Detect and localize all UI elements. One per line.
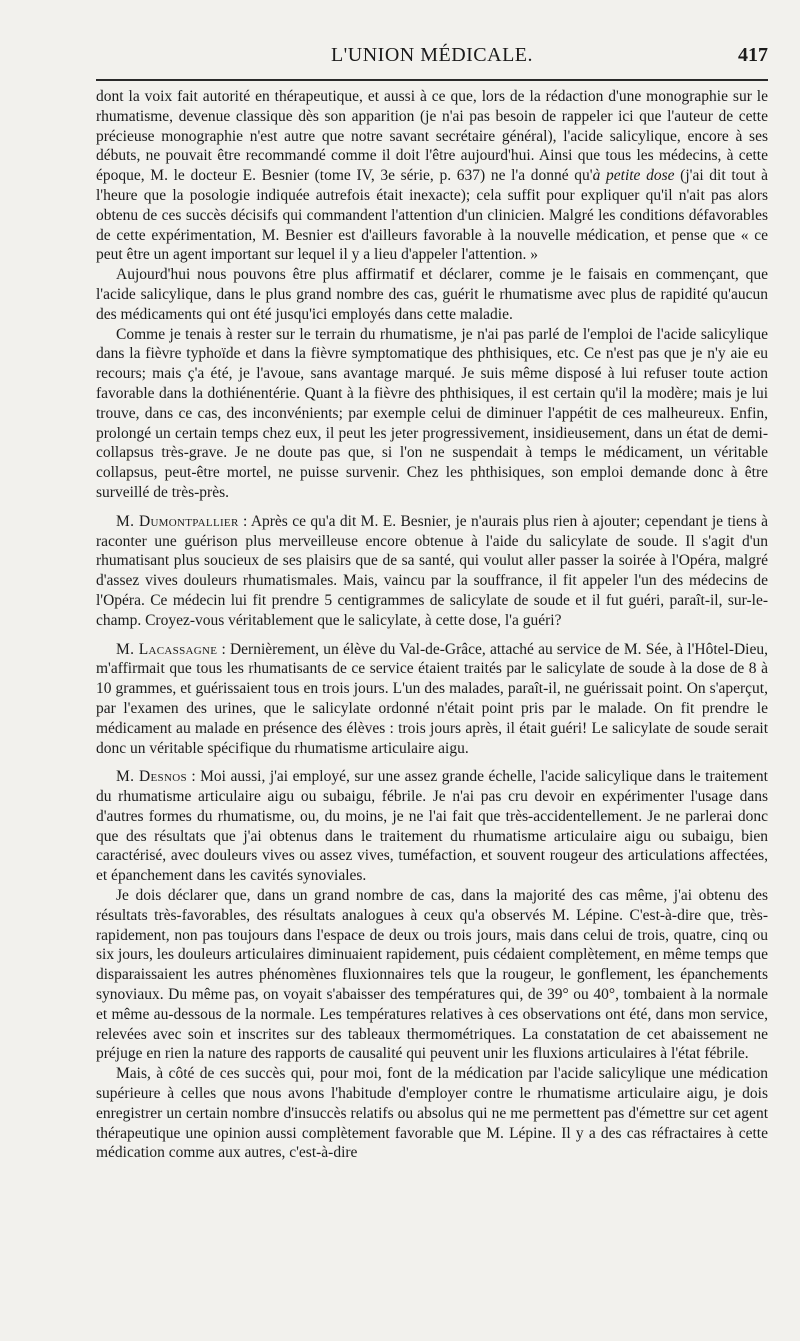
paragraph-3: Comme je tenais à rester sur le terrain du rhumatisme, je n'ai pas parlé de l'emploi de l'acide salicylique dans la fièvre typhoïde et dans la fièvre symptomatique des phthisiques, etc. Ce n'est pas que je n'y aie eu recours; mais ç'a été, je l'avoue, sans avantage marqué. Je suis même disposé à lui refuser toute action favorable dans la dothiénentérie. Quant à la fièvre des phthisiques, il est certain qu'il la modère; mais je lui trouve, dans ce cas, des inconvénients; par exemple celui de diminuer l'appétit de ces malheureux. Enfin, prolongé un certain temps chez eux, il peut les jeter progressivement, insidieusement, dans un état de demi-collapsus très-grave. Je ne doute pas que, si l'on ne suspendait à temps le médicament, un véritable collapsus, peut-être mortel, ne puisse survenir. Chez les phthisiques, son emploi demande donc à être surveillé de très-près.	[96, 325, 768, 501]
speaker-name: M. Lacassagne	[116, 640, 218, 658]
page-header	[96, 44, 768, 74]
paragraph-lacassagne: M. Lacassagne : Dernièrement, un élève du Val-de-Grâce, attaché au service de M. Sée, à l'Hôtel-Dieu, m'affirmait que tous les rhumatisants de ce service étaient traités par le salicylate de soude à la dose de 8 à 10 grammes, et guérissaient tous en trois jours. L'un des malades, paraît-il, ne guérissait point. On s'aperçut, par l'examen des urines, que le salicylate ordonné n'était point pris par le malade. On fit prendre le médicament au malade en présence des élèves : trois jours après, il était guéri! Le salicylate de soude serait donc un véritable spécifique du rhumatisme articulaire aigu.	[96, 640, 768, 757]
page-number: 417	[738, 44, 768, 66]
paragraph-2: Aujourd'hui nous pouvons être plus affirmatif et déclarer, comme je le faisais en commençant, que l'acide salicylique, dans le plus grand nombre des cas, guérit le rhumatisme avec plus de rapidité qu'aucun des médicaments qui ont été jusqu'ici employés dans cette maladie.	[96, 266, 768, 323]
running-title: L'UNION MÉDICALE.	[330, 44, 534, 66]
paragraph-desnos: M. Desnos : Moi aussi, j'ai employé, sur une assez grande échelle, l'acide salicylique dans le traitement du rhumatisme articulaire aigu ou subaigu, fébrile. Je n'ai pas cru devoir en expérimenter l'usage dans d'autres formes du rhumatisme, ou, du moins, je ne l'ai fait que très-accidentellement. Je ne parlerai donc que des résultats que j'ai obtenus dans le traitement du rhumatisme articulaire aigu ou subaigu, bien caractérisé, avec douleurs vives ou assez vives, tuméfaction, et souvent rougeur des articulations affectées, et épanchement dans les cavités synoviales.	[96, 768, 768, 885]
speaker-name: M. Desnos	[116, 768, 187, 786]
header-rule	[96, 79, 768, 81]
italic-phrase: à petite dose	[592, 167, 675, 185]
speaker-name: M. Dumontpallier	[116, 512, 239, 530]
paragraph-7: Je dois déclarer que, dans un grand nombre de cas, dans la majorité des cas même, j'ai obtenu des résultats très-favorables, des résultats analogues à ceux qu'a observés M. Lépine. C'est-à-dire que, très-rapidement, non pas toujours dans l'espace de deux ou trois jours, mais dans celui de trois, quatre, cinq ou six jours, les douleurs articulaires diminuaient rapidement, puis cédaient complètement, en même temps que disparaissaient les autres phénomènes fluxionnaires tels que la rougeur, le gonflement, les épanchements synoviaux. Du même pas, on voyait s'abaisser des températures qui, de 39° ou 40°, tombaient à la normale et même au-dessous de la normale. Les températures relatives à ces observations ont été, dans mon service, relevées avec soin et inscrites sur des tableaux thermométriques. La constatation de cet abaissement ne préjuge en rien la nature des rapports de causalité qui peuvent unir les fluxions articulaires à l'état fébrile.	[96, 887, 768, 1063]
paragraph-dumontpallier: M. Dumontpallier : Après ce qu'a dit M. E. Besnier, je n'aurais plus rien à ajouter; cependant je tiens à raconter une guérison plus merveilleuse encore obtenue à l'aide du salicylate de soude. Il s'agit d'un rhumatisant plus soucieux de ses plaisirs que de sa santé, qui voulut aller passer la soirée à l'Opéra, malgré d'assez vives douleurs rhumatismales. Mais, vaincu par la souffrance, il fit appeler l'un des médecins de l'Opéra. Ce médecin lui fit prendre 5 centigrammes de salicylate de soude et il fut guéri, paraît-il, sur-le-champ. Croyez-vous véritablement que le salicylate, à cette dose, l'a guéri?	[96, 512, 768, 629]
paragraph-1: dont la voix fait autorité en thérapeutique, et aussi à ce que, lors de la rédaction d'une monographie sur le rhumatisme, devenue classique dès son apparition (je n'ai pas besoin de rappeler ici que l'auteur de cette précieuse monographie n'est autre que notre savant secrétaire général), l'acide salicylique, encore à ses débuts, ne pouvait être recommandé comme il doit l'être aujourd'hui. Ainsi que tous les médecins, à cette époque, M. le docteur E. Besnier (tome IV, 3e série, p. 637) ne l'a donné qu'à petite dose (j'ai dit tout à l'heure que la posologie indiquée autrefois était inexacte); cela suffit pour expliquer qu'il n'ait pas alors obtenu de ces succès décisifs qui commandent l'attention d'un clinicien. Malgré les conditions défavorables de cette expérimentation, M. Besnier est d'ailleurs favorable à la nouvelle médication, et pense que « ce peut être un agent important sur lequel il y a lieu d'appeler l'attention. »	[96, 88, 768, 264]
paragraph-8: Mais, à côté de ces succès qui, pour moi, font de la médication par l'acide salicylique une médication supérieure à celles que nous avons l'habitude d'employer contre le rhumatisme articulaire aigu, je dois enregistrer un certain nombre d'insuccès relatifs ou absolus qui ne me permettent pas d'émettre sur cet agent thérapeutique une opinion aussi complètement favorable que M. Lépine. Il y a des cas réfractaires à cette médication comme aux autres, c'est-à-dire	[96, 1065, 768, 1162]
article-body	[96, 87, 768, 1163]
